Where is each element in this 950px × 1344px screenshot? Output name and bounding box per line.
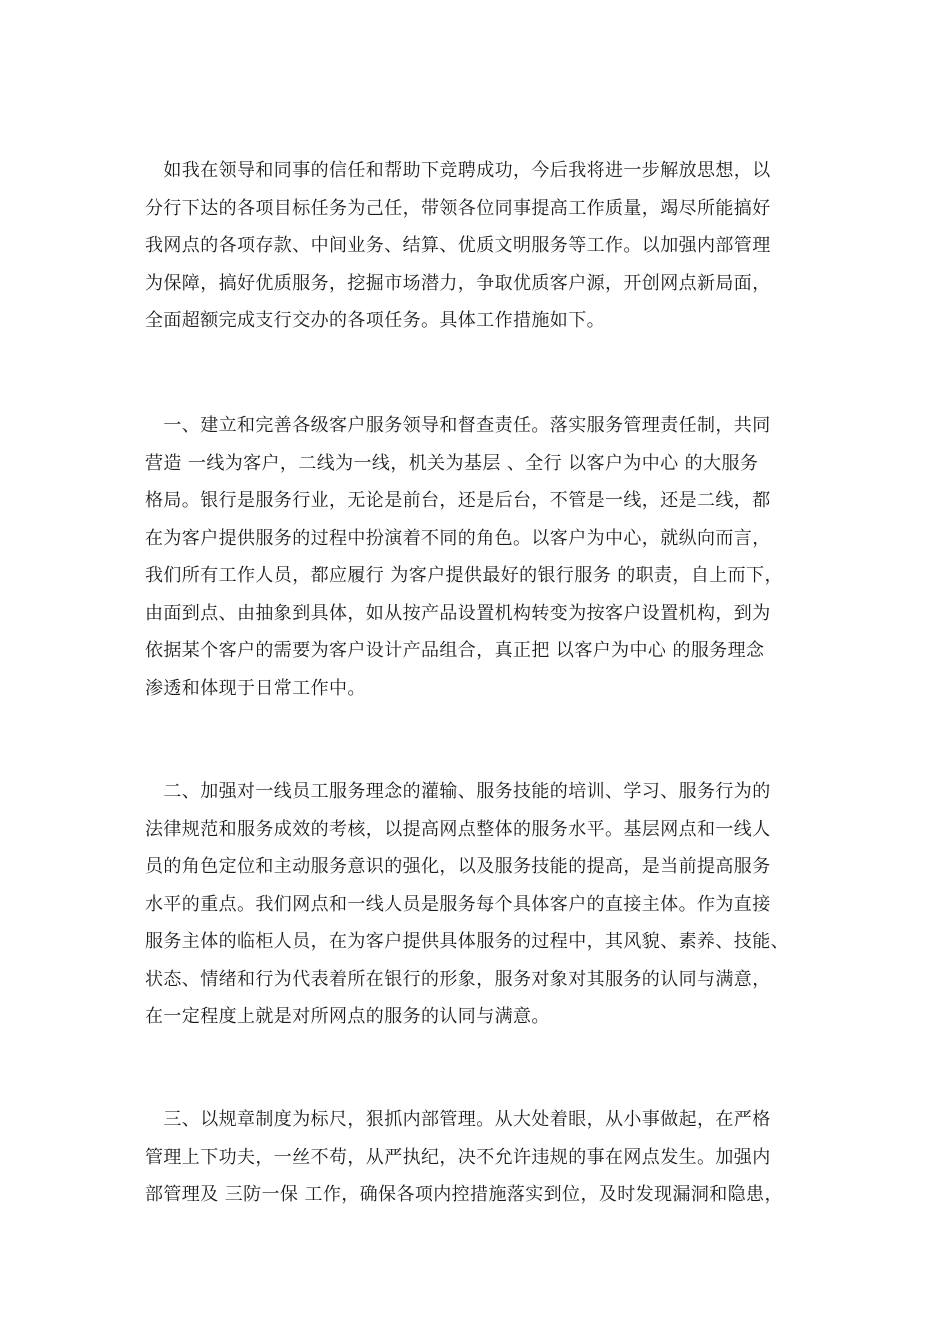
text-line: 渗透和体现于日常工作中。 [145,677,366,699]
text-line: 服务主体的临柜人员，在为客户提供具体服务的过程中，其风貌、素养、技能、 [145,931,789,952]
paragraph-intro [145,152,815,340]
text-line: 全面超额完成支行交办的各项任务。具体工作措施如下。 [145,310,605,331]
text-line: 一、建立和完善各级客户服务领导和督查责任。落实服务管理责任制，共同 [145,415,771,436]
text-line: 为保障，搞好优质服务，挖掘市场潜力，争取优质客户源，开创网点新局面， [145,272,771,294]
text-line: 分行下达的各项目标任务为己任，带领各位同事提高工作质量，竭尽所能搞好 [145,197,771,219]
text-line: 法律规范和服务成效的考核，以提高网点整体的服务水平。基层网点和一线人 [145,818,771,840]
text-line: 由面到点、由抽象到具体，如从按产品设置机构转变为按客户设置机构，到为 [145,602,771,624]
text-line: 在为客户提供服务的过程中扮演着不同的角色。以客户为中心，就纵向而言， [145,527,771,549]
text-line: 我们所有工作人员，都应履行 为客户提供最好的银行服务 的职责，自上而下， [145,565,783,586]
text-line: 依据某个客户的需要为客户设计产品组合，真正把 以客户为中心 的服务理念 [145,640,765,661]
text-line: 如我在领导和同事的信任和帮助下竞聘成功，今后我将进一步解放思想，以 [145,160,771,181]
text-line: 在一定程度上就是对所网点的服务的认同与满意。 [145,1006,550,1027]
paragraph-section-three [145,1101,815,1214]
text-line: 二、加强对一线员工服务理念的灌输、服务技能的培训、学习、服务行为的 [145,781,771,802]
paragraph-section-two [145,773,815,1036]
text-line: 员的角色定位和主动服务意识的强化，以及服务技能的提高，是当前提高服务 [145,856,771,877]
text-line: 部管理及 三防一保 工作，确保各项内控措施落实到位，及时发现漏洞和隐患， [145,1184,783,1205]
text-line: 水平的重点。我们网点和一线人员是服务每个具体客户的直接主体。作为直接 [145,893,771,915]
text-line: 格局。银行是服务行业，无论是前台，还是后台，不管是一线，还是二线，都 [145,490,771,511]
text-line: 营造 一线为客户，二线为一线，机关为基层 、全行 以客户为中心 的大服务 [145,452,759,474]
text-line: 三、以规章制度为标尺，狠抓内部管理。从大处着眼，从小事做起，在严格 [145,1109,771,1130]
paragraph-section-one [145,407,815,707]
text-line: 状态、情绪和行为代表着所在银行的形象，服务对象对其服务的认同与满意， [145,968,771,990]
text-line: 管理上下功夫，一丝不苟，从严执纪，决不允许违规的事在网点发生。加强内 [145,1146,771,1168]
text-line: 我网点的各项存款、中间业务、结算、优质文明服务等工作。以加强内部管理 [145,235,771,256]
